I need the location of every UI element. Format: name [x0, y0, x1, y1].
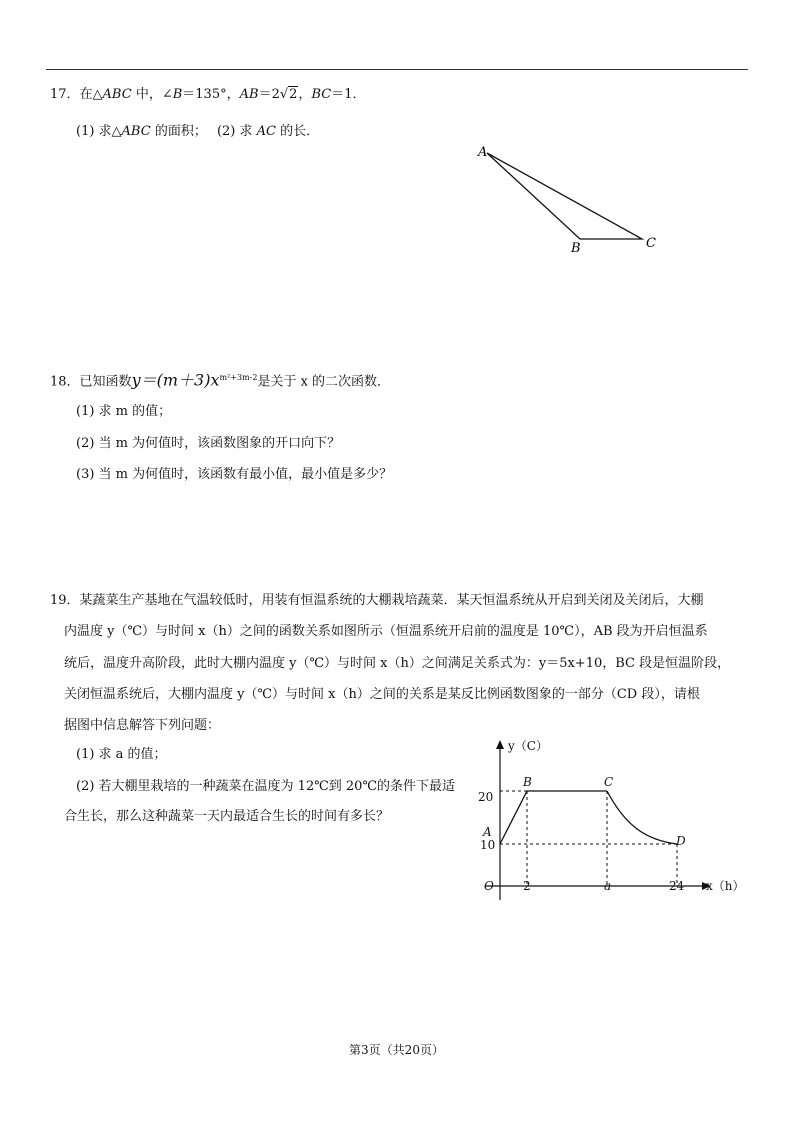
q19-para4: 关闭恒温系统后，大棚内温度 y（℃）与时间 x（h）之间的关系是某反比例函数图象的一部分（CD 段），请根: [64, 687, 700, 702]
label-A: A: [478, 145, 488, 160]
q19-sub1: (1) 求 a 的值；: [76, 747, 167, 762]
top-rule: [46, 69, 748, 70]
q18-sub2: (2) 当 m 为何值时，该函数图象的开口向下？: [76, 436, 341, 451]
q18-stem: 18．已知函数$y=(m+3)x^{m^2+3m-2}$是关于 x 的二次函数．: [50, 370, 391, 390]
point-C-label: C: [604, 775, 614, 789]
x-tick-2: 2: [523, 879, 531, 893]
q17-triangle-figure: [470, 140, 670, 260]
label-B: B: [571, 241, 581, 256]
q19-para2: 内温度 y（℃）与时间 x（h）之间的函数关系如图所示（恒温系统开启前的温度是 10℃），AB 段为开启恒温系: [64, 624, 708, 639]
triangle-abc: [487, 153, 642, 239]
label-C: C: [646, 236, 656, 251]
q19-para5: 据图中信息解答下列问题：: [64, 718, 221, 733]
q19-para3: 统后，温度升高阶段，此时大棚内温度 y（℃）与时间 x（h）之间满足关系式为：y＝5x+10，BC 段是恒温阶段，: [64, 656, 731, 671]
x-tick-a: a: [604, 879, 612, 893]
q17-subquestions: (1) 求△ABC 的面积； (2) 求 AC 的长．: [76, 124, 320, 139]
y-tick-10: 10: [480, 838, 496, 852]
segment-AB: [500, 791, 527, 844]
q17-stem: 17．在△ABC 中，∠B＝135°，AB＝2√2，BC＝1．: [50, 87, 366, 102]
point-D-label: D: [676, 834, 686, 848]
q18-sub3: (3) 当 m 为何值时，该函数有最小值，最小值是多少？: [76, 467, 393, 482]
y-axis-label: y（C）: [508, 739, 548, 753]
sqrt-symbol: √2: [279, 87, 298, 102]
point-B-label: B: [523, 775, 532, 789]
q18-sub1: (1) 求 m 的值；: [76, 404, 172, 419]
origin-label: O: [484, 879, 494, 893]
q19-temperature-graph: [470, 730, 770, 910]
q19-sub2b: 合生长，那么这种蔬菜一天内最适合生长的时间有多长？: [64, 809, 390, 824]
q19-sub2a: (2) 若大棚里栽培的一种蔬菜在温度为 12℃到 20℃的条件下最适: [76, 779, 455, 794]
x-tick-24: 24: [669, 879, 685, 893]
page-footer: 第3页（共20页）: [349, 1043, 444, 1057]
x-axis-label: x（h）: [706, 879, 745, 893]
point-A-label: A: [483, 825, 492, 839]
curve-CD: [607, 791, 677, 844]
y-tick-20: 20: [478, 790, 494, 804]
q19-para1: 19．某蔬菜生产基地在气温较低时，用装有恒温系统的大棚栽培蔬菜．某天恒温系统从开启到关闭及关闭后，大棚: [50, 593, 704, 608]
y-axis-arrow-icon: [496, 740, 504, 749]
